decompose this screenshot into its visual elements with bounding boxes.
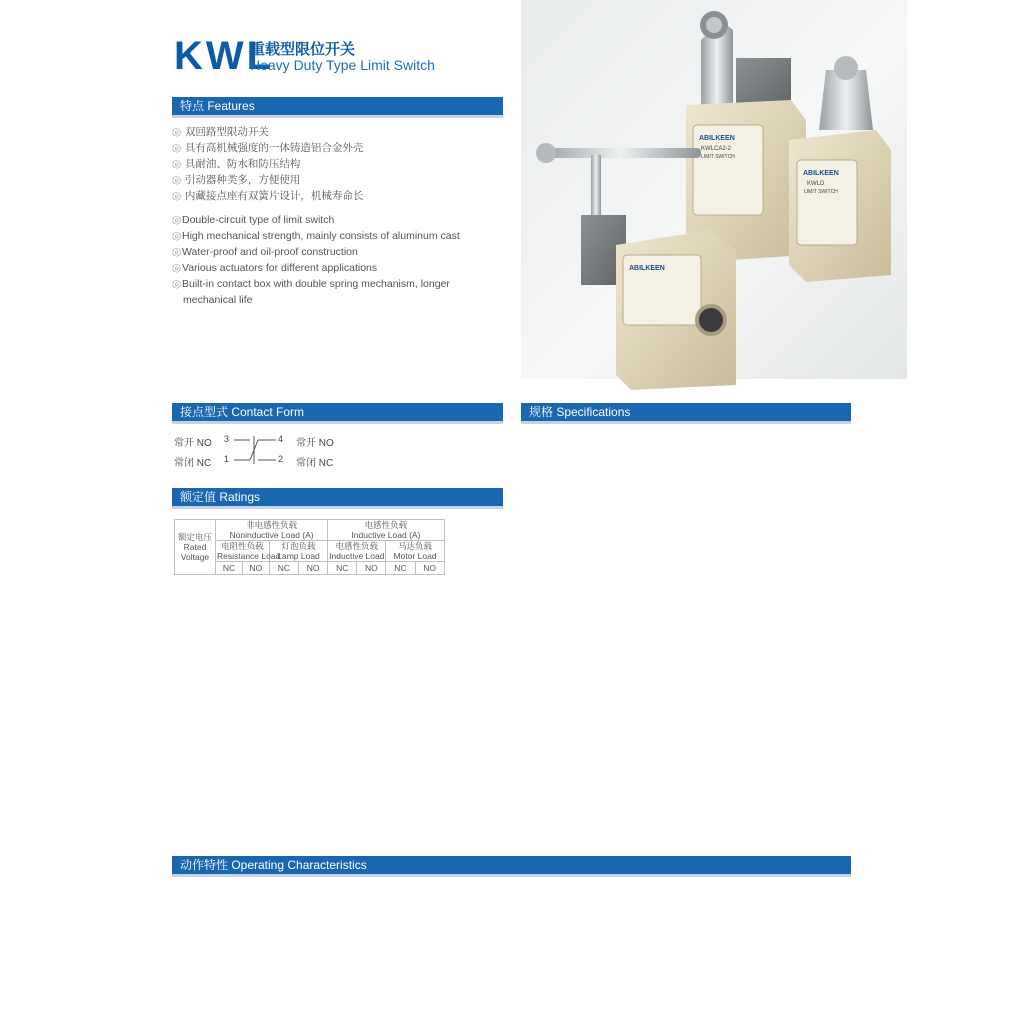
features-heading: 特点 Features <box>172 97 503 115</box>
bullet-icon: ◎ <box>172 262 182 274</box>
terminal-4: 4 <box>278 434 284 444</box>
ratings-heading: 额定值 Ratings <box>172 488 503 506</box>
contact-form-section <box>172 403 503 424</box>
brand-label-right: ABILKEEN <box>803 170 839 177</box>
contact-no-right: 常开 NO <box>296 438 334 449</box>
ops-heading: 动作特性 Operating Characteristics <box>172 856 851 874</box>
product-photo <box>521 0 907 379</box>
terminal-2: 2 <box>278 454 284 464</box>
feature-item-en: mechanical life <box>183 294 253 306</box>
bullet-icon: ◎ <box>172 158 182 170</box>
brand-logo-text: KWL <box>174 34 275 78</box>
lamp-load-header: 灯泡负载 Lamp Load <box>269 541 327 562</box>
contact-form-heading: 接点型式 Contact Form <box>172 403 503 421</box>
features-section <box>172 97 503 118</box>
feature-item-cn: ◎ 引动器种类多，方便使用 <box>172 174 301 186</box>
inductive-header: 电感性负载 Inductive Load (A) <box>328 520 445 541</box>
sub-label-back: LIMIT SWITCH <box>701 154 735 160</box>
no-header: NO <box>357 562 386 575</box>
no-header: NO <box>242 562 269 575</box>
product-photo-illustration <box>521 0 907 379</box>
ratings-section <box>172 488 503 509</box>
sub-label-right: LIMIT SWITCH <box>804 189 838 195</box>
feature-item-en: ◎Various actuators for different applications <box>172 262 378 274</box>
bullet-icon: ◎ <box>172 142 182 154</box>
bullet-icon: ◎ <box>172 278 182 290</box>
no-header: NO <box>415 562 444 575</box>
brand-label-back: ABILKEEN <box>699 135 735 142</box>
terminal-3: 3 <box>224 434 230 444</box>
feature-item-en: ◎Double-circuit type of limit switch <box>172 214 335 226</box>
nc-header: NC <box>328 562 357 575</box>
feature-item-en: ◎High mechanical strength, mainly consists of aluminum cast <box>172 230 460 242</box>
bullet-icon: ◎ <box>172 174 182 186</box>
feature-item-cn: ◎ 双回路型限动开关 <box>172 126 269 138</box>
nc-header: NC <box>386 562 415 575</box>
feature-item-cn: ◎ 具耐油、防水和防压结构 <box>172 158 301 170</box>
bullet-icon: ◎ <box>172 230 182 242</box>
feature-item-en: ◎Built-in contact box with double spring mechanism, longer <box>172 278 450 290</box>
nc-header: NC <box>215 562 242 575</box>
motor-load-header: 马达负载 Motor Load <box>386 541 444 562</box>
inductive-load-header: 电感性负载 Inductive Load <box>329 541 385 561</box>
brand-label-front: ABILKEEN <box>629 265 665 272</box>
bullet-icon: ◎ <box>172 214 182 226</box>
feature-item-cn: ◎ 内藏接点座有双簧片设计，机械寿命长 <box>172 190 364 202</box>
model-label-back: KWLCA2-2 <box>701 146 732 152</box>
resistance-load-header: 电阻性负载 Resistance Load <box>216 541 281 561</box>
contact-diagram <box>172 428 372 468</box>
bullet-icon: ◎ <box>172 246 182 258</box>
ops-section <box>172 856 851 877</box>
contact-switch-symbol <box>232 432 278 466</box>
model-label-right: KWLD <box>807 181 825 187</box>
specs-heading: 规格 Specifications <box>521 403 851 421</box>
contact-nc-right: 常闭 NC <box>296 458 334 469</box>
page-title-en: Heavy Duty Type Limit Switch <box>250 57 435 73</box>
bullet-icon: ◎ <box>172 190 182 202</box>
features-cn-list <box>172 124 363 204</box>
rated-voltage-header: 额定电压 Rated Voltage <box>175 520 216 575</box>
no-header: NO <box>299 562 328 575</box>
contact-nc-label: 常闭 NC <box>174 458 212 469</box>
ratings-table <box>174 519 503 575</box>
feature-item-cn: ◎ 具有高机械强度的一体铸造铝合金外壳 <box>172 142 364 154</box>
nc-header: NC <box>269 562 298 575</box>
page-title-cn: 重载型限位开关 <box>250 41 356 58</box>
terminal-1: 1 <box>224 454 230 464</box>
features-en-list <box>172 212 460 308</box>
bullet-icon: ◎ <box>172 126 182 138</box>
contact-no-label: 常开 NO <box>174 438 212 449</box>
noninductive-header: 非电感性负载 Noninductive Load (A) <box>215 520 327 541</box>
specs-section <box>521 403 851 424</box>
feature-item-en: ◎Water-proof and oil-proof construction <box>172 246 358 258</box>
